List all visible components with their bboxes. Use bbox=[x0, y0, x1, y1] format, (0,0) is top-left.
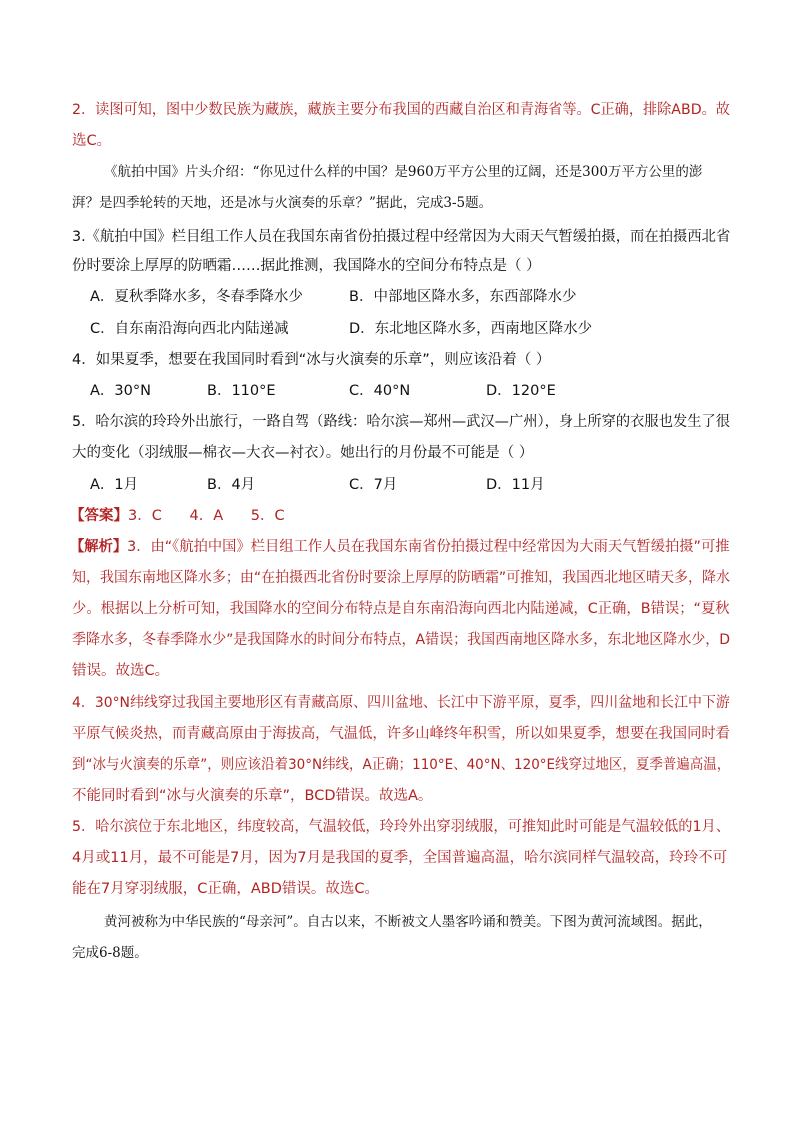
analysis-q4-line3: 到“冰与火演奏的乐章”，则应该沿着30°N纬线，A正确；110°E、40°N、120°E线穿过地区，夏季普遍高温， bbox=[72, 757, 731, 773]
q4-option-d: D．120°E bbox=[486, 383, 556, 399]
q5-option-c: C．7月 bbox=[349, 477, 398, 493]
passage1-line1: 《航拍中国》片头介绍：“你见过什么样的中国？是960万平方公里的辽阔，还是300万平方公里的澎 bbox=[104, 164, 703, 180]
analysis-q5-line2: 4月或11月，最不可能是7月，因为7月是我国的夏季，全国普遍高温，哈尔滨同样气温较高，玲玲不可 bbox=[72, 850, 728, 866]
passage1-line2: 湃？是四季轮转的天地，还是冰与火演奏的乐章？”据此，完成3-5题。 bbox=[72, 195, 493, 211]
q3-stem-line2: 份时要涂上厚厚的防晒霜……据此推测，我国降水的空间分布特点是（ ） bbox=[72, 258, 541, 274]
q3-option-a: A．夏秋季降水多，冬春季降水少 bbox=[90, 289, 303, 305]
analysis-q3-line1: 3．由“《航拍中国》栏目组工作人员在我国东南省份拍摄过程中经常因为大雨天气暂缓拍摄”可推 bbox=[127, 539, 730, 555]
analysis-q3-line1-row bbox=[70, 537, 730, 557]
q5-stem-line1: 5．哈尔滨的玲玲外出旅行，一路自驾（路线：哈尔滨—郑州—武汉—广州），身上所穿的衣服也发生了很 bbox=[72, 414, 731, 430]
analysis-label: 【解析】 bbox=[70, 539, 128, 555]
q5-option-d: D．11月 bbox=[486, 477, 545, 493]
passage2-line2: 完成6-8题。 bbox=[72, 945, 148, 961]
q5-option-b: B．4月 bbox=[207, 477, 256, 493]
answer-label: 【答案】 bbox=[70, 508, 128, 524]
answer-text: 3．C 4．A 5．C bbox=[128, 508, 285, 524]
analysis-q4-line1: 4．30°N纬线穿过我国主要地形区有青藏高原、四川盆地、长江中下游平原，夏季，四川盆地和长江中下游 bbox=[72, 695, 730, 711]
q4-option-c: C．40°N bbox=[349, 383, 411, 399]
answer-row bbox=[70, 506, 285, 526]
analysis-q4-line2: 平原气候炎热，而青藏高原由于海拔高，气温低，许多山峰终年积雪，所以如果夏季，想要在我国同时看 bbox=[72, 726, 730, 742]
analysis-q3-line4: 季降水多，冬春季降水少”是我国降水的时间分布特点，A错误；我国西南地区降水多，东北地区降水少，D bbox=[72, 632, 731, 648]
analysis-q2-line1: 2．读图可知，图中少数民族为藏族，藏族主要分布我国的西藏自治区和青海省等。C正确，排除ABD。故 bbox=[72, 102, 730, 118]
q4-option-a: A．30°N bbox=[90, 383, 151, 399]
q3-option-b: B．中部地区降水多，东西部降水少 bbox=[349, 289, 577, 305]
passage2-line1: 黄河被称为中华民族的“母亲河”。自古以来，不断被文人墨客吟诵和赞美。下图为黄河流域图。据此， bbox=[104, 914, 712, 930]
q4-option-b: B．110°E bbox=[207, 383, 276, 399]
analysis-q3-line5: 错误。故选C。 bbox=[72, 663, 170, 679]
analysis-q3-line2: 知，我国东南地区降水多；由“在拍摄西北省份时要涂上厚厚的防晒霜”可推知，我国西北地区晴天多，降水 bbox=[72, 570, 731, 586]
q3-option-d: D．东北地区降水多，西南地区降水少 bbox=[349, 321, 593, 337]
analysis-q5-line3: 能在7月穿羽绒服，C正确，ABD错误。故选C。 bbox=[72, 881, 380, 897]
q5-option-a: A．1月 bbox=[90, 477, 139, 493]
analysis-q5-line1: 5．哈尔滨位于东北地区，纬度较高，气温较低，玲玲外出穿羽绒服，可推知此时可能是气温较低的1月、 bbox=[72, 819, 730, 835]
q5-stem-line2: 大的变化（羽绒服—棉衣—大衣—衬衣）。她出行的月份最不可能是（ ） bbox=[72, 445, 534, 461]
analysis-q4-line4: 不能同时看到“冰与火演奏的乐章”，BCD错误。故选A。 bbox=[72, 788, 433, 804]
q3-stem-line1: 3.《航拍中国》栏目组工作人员在我国东南省份拍摄过程中经常因为大雨天气暂缓拍摄，而在拍摄西北省 bbox=[72, 229, 731, 245]
analysis-q3-line3: 少。根据以上分析可知，我国降水的空间分布特点是自东南沿海向西北内陆递减，C正确，B错误；“夏秋 bbox=[72, 601, 730, 617]
analysis-q2-line2: 选C。 bbox=[72, 133, 112, 149]
q4-stem: 4．如果夏季，想要在我国同时看到“冰与火演奏的乐章”，则应该沿着（ ） bbox=[72, 352, 551, 368]
q3-option-c: C．自东南沿海向西北内陆递减 bbox=[90, 321, 289, 337]
